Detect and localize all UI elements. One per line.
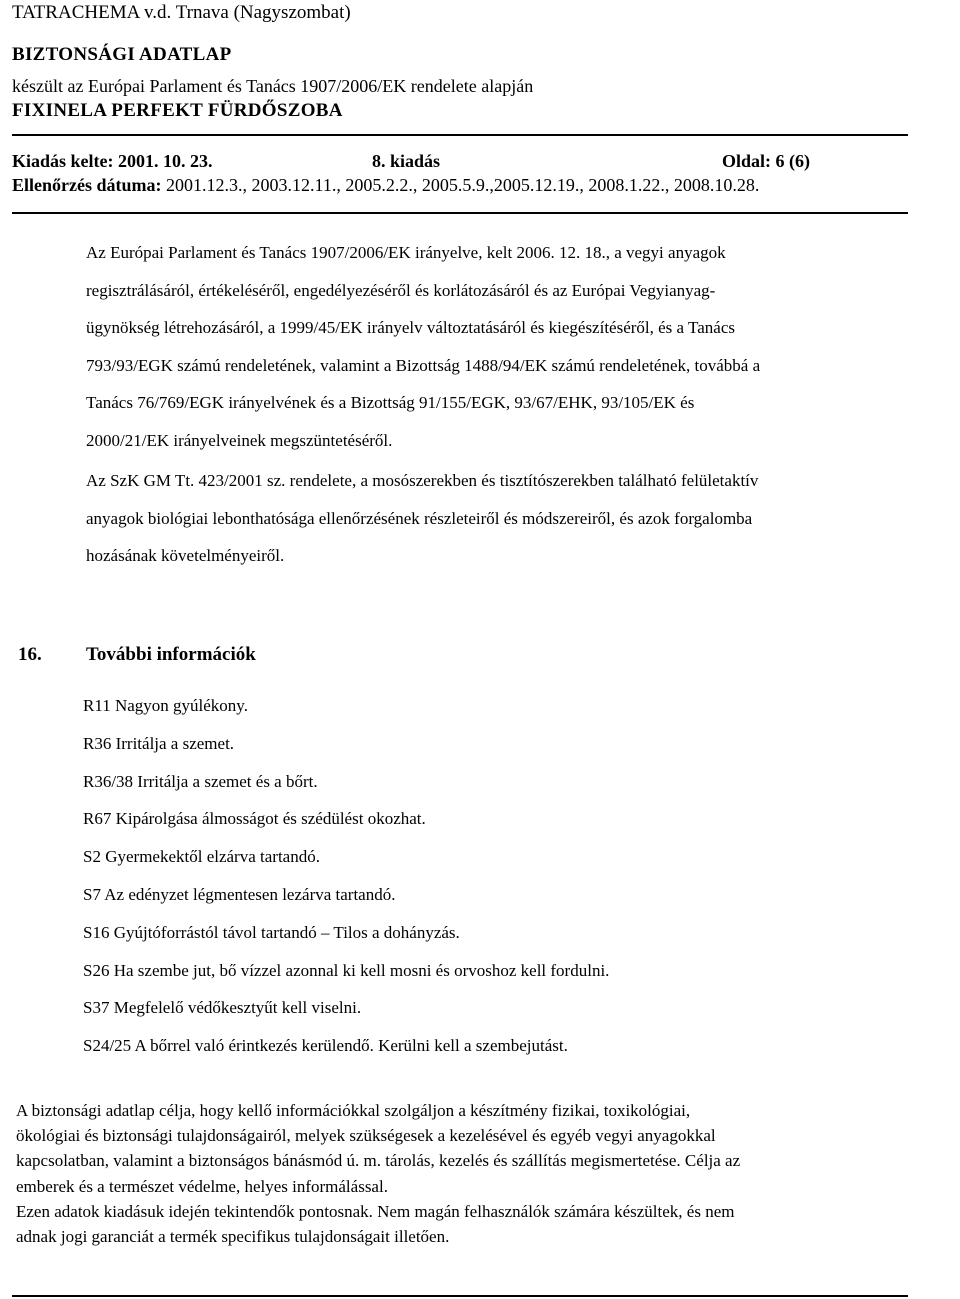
text-line: 2000/21/EK irányelveinek megszüntetéséről. — [86, 430, 393, 450]
text-line: Az Európai Parlament és Tanács 1907/2006/EK irányelve, kelt 2006. 12. 18., a vegyi anyagok — [86, 243, 726, 262]
text-line: kapcsolatban, valamint a biztonságos bánásmód ú. m. tárolás, kezelés és szállítás megismertetése. Célja az — [16, 1151, 741, 1171]
text-line: hozásának követelményeiről. — [86, 546, 285, 566]
phrase-item: S26 Ha szembe jut, bő vízzel azonnal ki kell mosni és orvoshoz kell fordulni. — [83, 960, 610, 980]
regulation-eu — [86, 234, 936, 460]
page-number: Oldal: 6 (6) — [722, 151, 810, 171]
phrase-item: S24/25 A bőrrel való érintkezés kerülendő. Kerülni kell a szembejutást. — [83, 1036, 568, 1056]
phrase-item: S7 Az edényzet légmentesen lezárva tartandó. — [83, 884, 396, 904]
text-line: A biztonsági adatlap célja, hogy kellő információkkal szolgáljon a készítmény fizikai, toxikológiai, — [16, 1101, 691, 1120]
text-line: emberek és a természet védelme, helyes informálással. — [16, 1176, 388, 1196]
check-dates-label: Ellenőrzés dátuma: — [12, 175, 162, 195]
text-line: regisztrálásáról, értékeléséről, engedélyezéséről és korlátozásáról és az Európai Vegyianyag- — [86, 280, 716, 300]
section-title: További információk — [86, 644, 256, 665]
phrase-item: S2 Gyermekektől elzárva tartandó. — [83, 847, 320, 867]
phrase-item: R67 Kipárolgása álmosságot és szédülést okozhat. — [83, 809, 426, 829]
section-number: 16. — [18, 644, 42, 665]
text-line: Ezen adatok kiadásuk idején tekintendők pontosnak. Nem magán felhasználók számára készültek, és nem — [16, 1201, 735, 1221]
check-dates-values: 2001.12.3., 2003.12.11., 2005.2.2., 2005.5.9.,2005.12.19., 2008.1.22., 2008.10.28. — [161, 175, 760, 195]
document-title: BIZTONSÁGI ADATLAP — [12, 44, 232, 65]
regulation-sk — [86, 462, 936, 575]
phrase-item: S16 Gyújtóforrástól távol tartandó – Tilos a dohányzás. — [83, 922, 460, 942]
document-subtitle: készült az Európai Parlament és Tanács 1907/2006/EK rendelete alapján — [12, 76, 534, 96]
check-dates-line — [12, 175, 759, 196]
company-name: TATRACHEMA v.d. Trnava (Nagyszombat) — [12, 2, 351, 23]
text-line: adnak jogi garanciát a termék specifikus tulajdonságait illetően. — [16, 1227, 450, 1247]
product-name: FIXINELA PERFEKT FÜRDŐSZOBA — [12, 100, 343, 121]
phrase-item: S37 Megfelelő védőkesztyűt kell viselni. — [83, 998, 362, 1018]
risk-safety-phrases — [83, 694, 609, 1072]
edition: 8. kiadás — [372, 151, 441, 171]
header-divider — [12, 134, 908, 136]
text-line: ügynökség létrehozásáról, a 1999/45/EK irányelv változtatásáról és kiegészítéséről, és a Tanács — [86, 318, 735, 338]
footer-divider — [12, 1295, 908, 1297]
phrase-item: R36/38 Irritálja a szemet és a bőrt. — [83, 771, 318, 791]
text-line: Tanács 76/769/EGK irányelvének és a Bizottság 91/155/EGK, 93/67/EHK, 93/105/EK és — [86, 393, 695, 413]
footer-disclaimer — [16, 1098, 944, 1249]
text-line: anyagok biológiai lebonthatósága ellenőrzésének részleteiről és módszereiről, és azok forgalomba — [86, 508, 753, 528]
text-line: 793/93/EGK számú rendeletének, valamint a Bizottság 1488/94/EK számú rendeletének, továbbá a — [86, 355, 761, 375]
phrase-item: R11 Nagyon gyúlékony. — [83, 696, 248, 715]
text-line: ökológiai és biztonsági tulajdonságairól, melyek szükségesek a kezelésével és egyéb vegyi anyagokkal — [16, 1126, 716, 1146]
text-line: Az SzK GM Tt. 423/2001 sz. rendelete, a mosószerekben és tisztítószerekben található felületaktív — [86, 471, 759, 490]
phrase-item: R36 Irritálja a szemet. — [83, 733, 235, 753]
meta-divider — [12, 212, 908, 214]
issue-date: Kiadás kelte: 2001. 10. 23. — [12, 151, 213, 171]
